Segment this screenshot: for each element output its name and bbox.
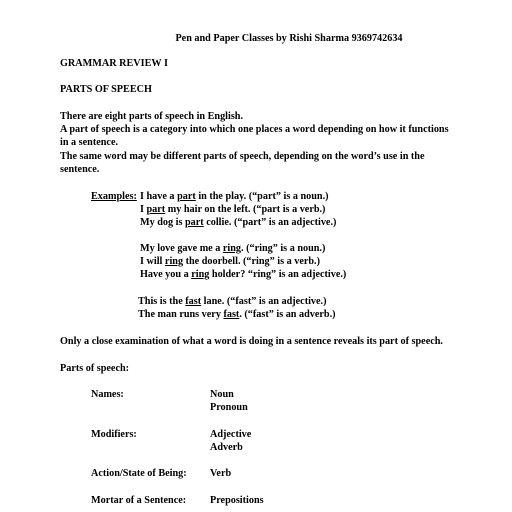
example-sentence: I part my hair on the left. (“part is a verb.) (140, 204, 326, 215)
parts-item: Prepositions (210, 495, 264, 506)
parts-heading: Parts of speech: (60, 363, 130, 374)
example-sentence: The man runs very fast. (“fast” is an adverb.) (138, 309, 336, 320)
example-sentence: My love gave me a ring. (“ring” is a noun.) (140, 243, 326, 254)
example-sentence: This is the fast lane. (“fast” is an adjective.) (138, 296, 327, 307)
parts-item: Verb (210, 468, 232, 479)
intro-line-2a: A part of speech is a category into which one places a word depending on how it functions (60, 124, 449, 135)
parts-label: Action/State of Being: (91, 468, 187, 479)
intro-line-1: There are eight parts of speech in English. (60, 111, 244, 122)
example-sentence: I will ring the doorbell. (“ring” is a verb.) (140, 256, 321, 267)
review-title: GRAMMAR REVIEW I (60, 58, 168, 69)
parts-item: Noun (210, 389, 234, 400)
example-sentence: Have you a ring holder? “ring” is an adjective.) (140, 269, 347, 280)
parts-item: Adjective (210, 429, 252, 440)
page-header: Pen and Paper Classes by Rishi Sharma 9369742634 (175, 33, 403, 44)
intro-line-2b: in a sentence. (60, 137, 119, 148)
conclusion-text: Only a close examination of what a word is doing in a sentence reveals its part of speech. (60, 336, 443, 347)
intro-line-3b: sentence. (60, 164, 100, 175)
parts-item: Adverb (210, 442, 243, 453)
parts-item: Pronoun (210, 402, 248, 413)
parts-label: Names: (91, 389, 124, 400)
section-title: PARTS OF SPEECH (60, 84, 152, 95)
example-sentence: I have a part in the play. (“part” is a noun.) (140, 191, 329, 202)
parts-label: Mortar of a Sentence: (91, 495, 187, 506)
examples-label: Examples: (91, 191, 137, 202)
parts-label: Modifiers: (91, 429, 137, 440)
intro-line-3a: The same word may be different parts of speech, depending on the word’s use in the (60, 151, 425, 162)
example-sentence: My dog is part collie. (“part” is an adjective.) (140, 217, 337, 228)
